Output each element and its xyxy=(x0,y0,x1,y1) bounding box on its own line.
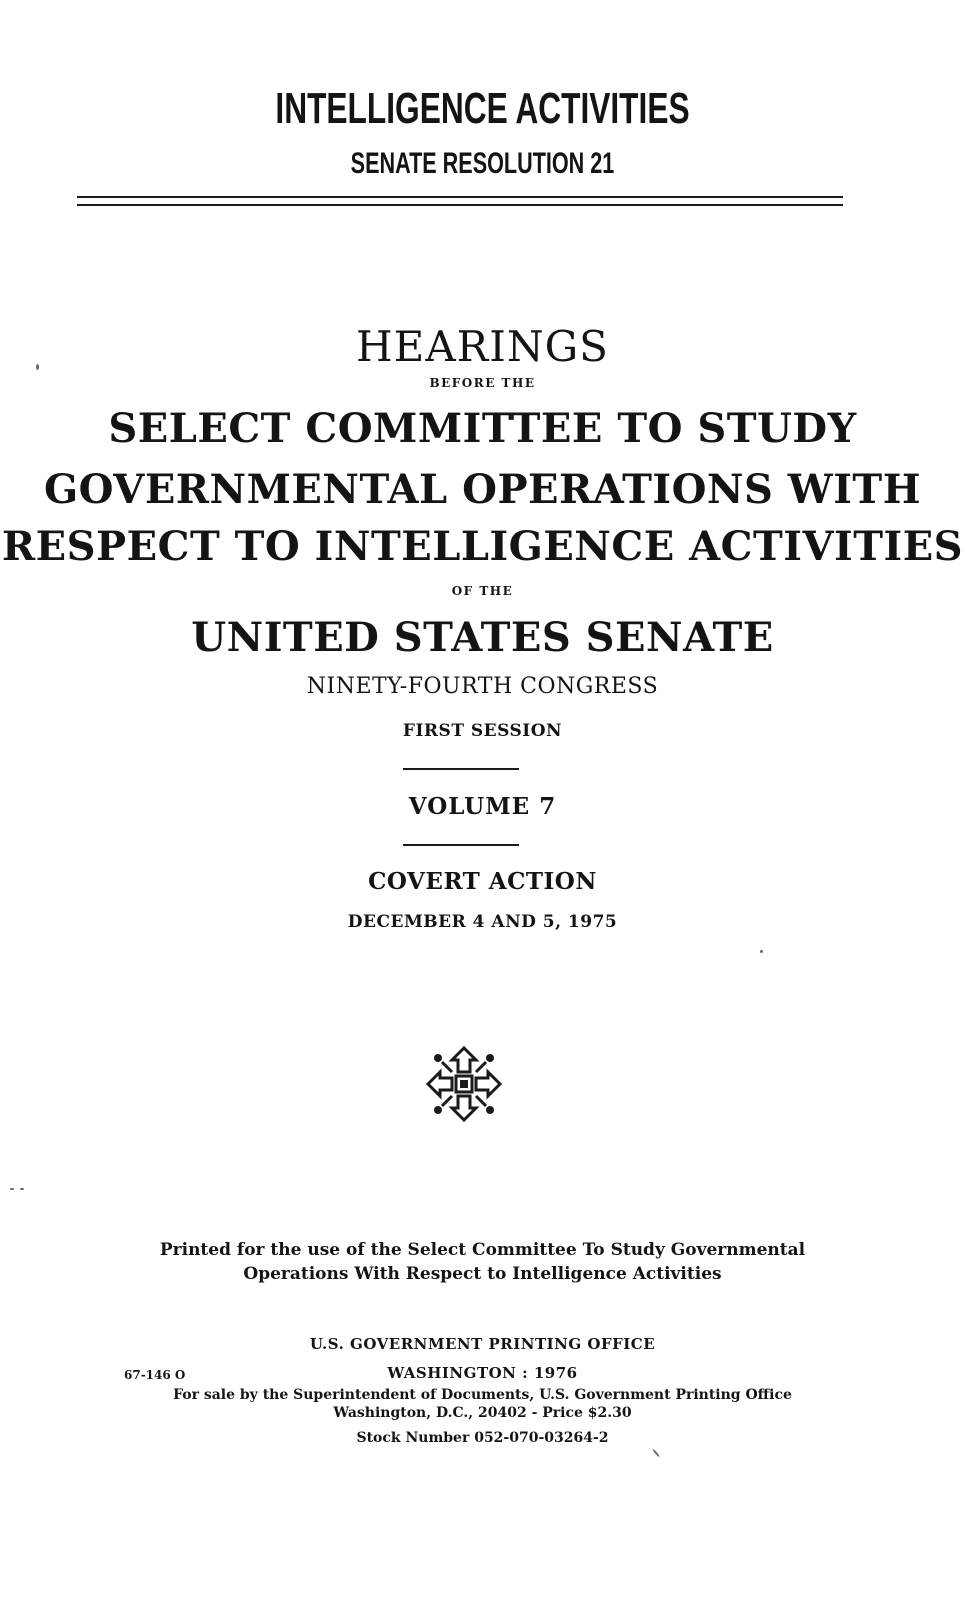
printer-name: U.S. GOVERNMENT PRINTING OFFICE xyxy=(309,1335,656,1353)
senate-heading: UNITED STATES SENATE xyxy=(191,614,774,661)
scan-speck xyxy=(10,1188,14,1190)
committee-line-2: GOVERNMENTAL OPERATIONS WITH xyxy=(43,466,921,513)
stock-number: Stock Number 052-070-03264-2 xyxy=(356,1430,609,1446)
committee-line-3: RESPECT TO INTELLIGENCE ACTIVITIES xyxy=(1,523,964,570)
of-the-label: OF THE xyxy=(451,584,514,598)
volume-label: VOLUME 7 xyxy=(408,793,557,820)
sale-notice-line-2: Washington, D.C., 20402 - Price $2.30 xyxy=(333,1405,632,1421)
printing-office-ornament-icon xyxy=(424,1044,504,1124)
divider-rule xyxy=(403,844,519,846)
subject-heading: COVERT ACTION xyxy=(368,868,597,895)
header-rule-top xyxy=(77,196,843,198)
printed-for-line-1: Printed for the use of the Select Committee To Study Governmental xyxy=(159,1240,806,1260)
session-line: FIRST SESSION xyxy=(402,721,563,741)
series-subtitle: SENATE RESOLUTION 21 xyxy=(350,147,615,180)
sale-notice-line-1: For sale by the Superintendent of Documents, U.S. Government Printing Office xyxy=(173,1387,792,1403)
printed-for-line-2: Operations With Respect to Intelligence Activities xyxy=(243,1264,722,1284)
congress-line: NINETY-FOURTH CONGRESS xyxy=(306,674,659,699)
job-number: 67-146 O xyxy=(124,1368,186,1382)
scan-speck xyxy=(36,364,39,370)
hearing-dates: DECEMBER 4 AND 5, 1975 xyxy=(347,912,618,932)
scan-speck xyxy=(652,1449,660,1458)
committee-line-1: SELECT COMMITTEE TO STUDY xyxy=(108,405,857,452)
hearings-heading: HEARINGS xyxy=(356,322,609,371)
divider-rule xyxy=(403,768,519,770)
scan-speck xyxy=(760,950,763,953)
place-and-year: WASHINGTON : 1976 xyxy=(387,1364,578,1382)
series-title: INTELLIGENCE ACTIVITIES xyxy=(275,84,690,133)
scan-speck xyxy=(20,1188,24,1190)
before-the-label: BEFORE THE xyxy=(429,376,536,390)
header-rule-bottom xyxy=(77,204,843,206)
